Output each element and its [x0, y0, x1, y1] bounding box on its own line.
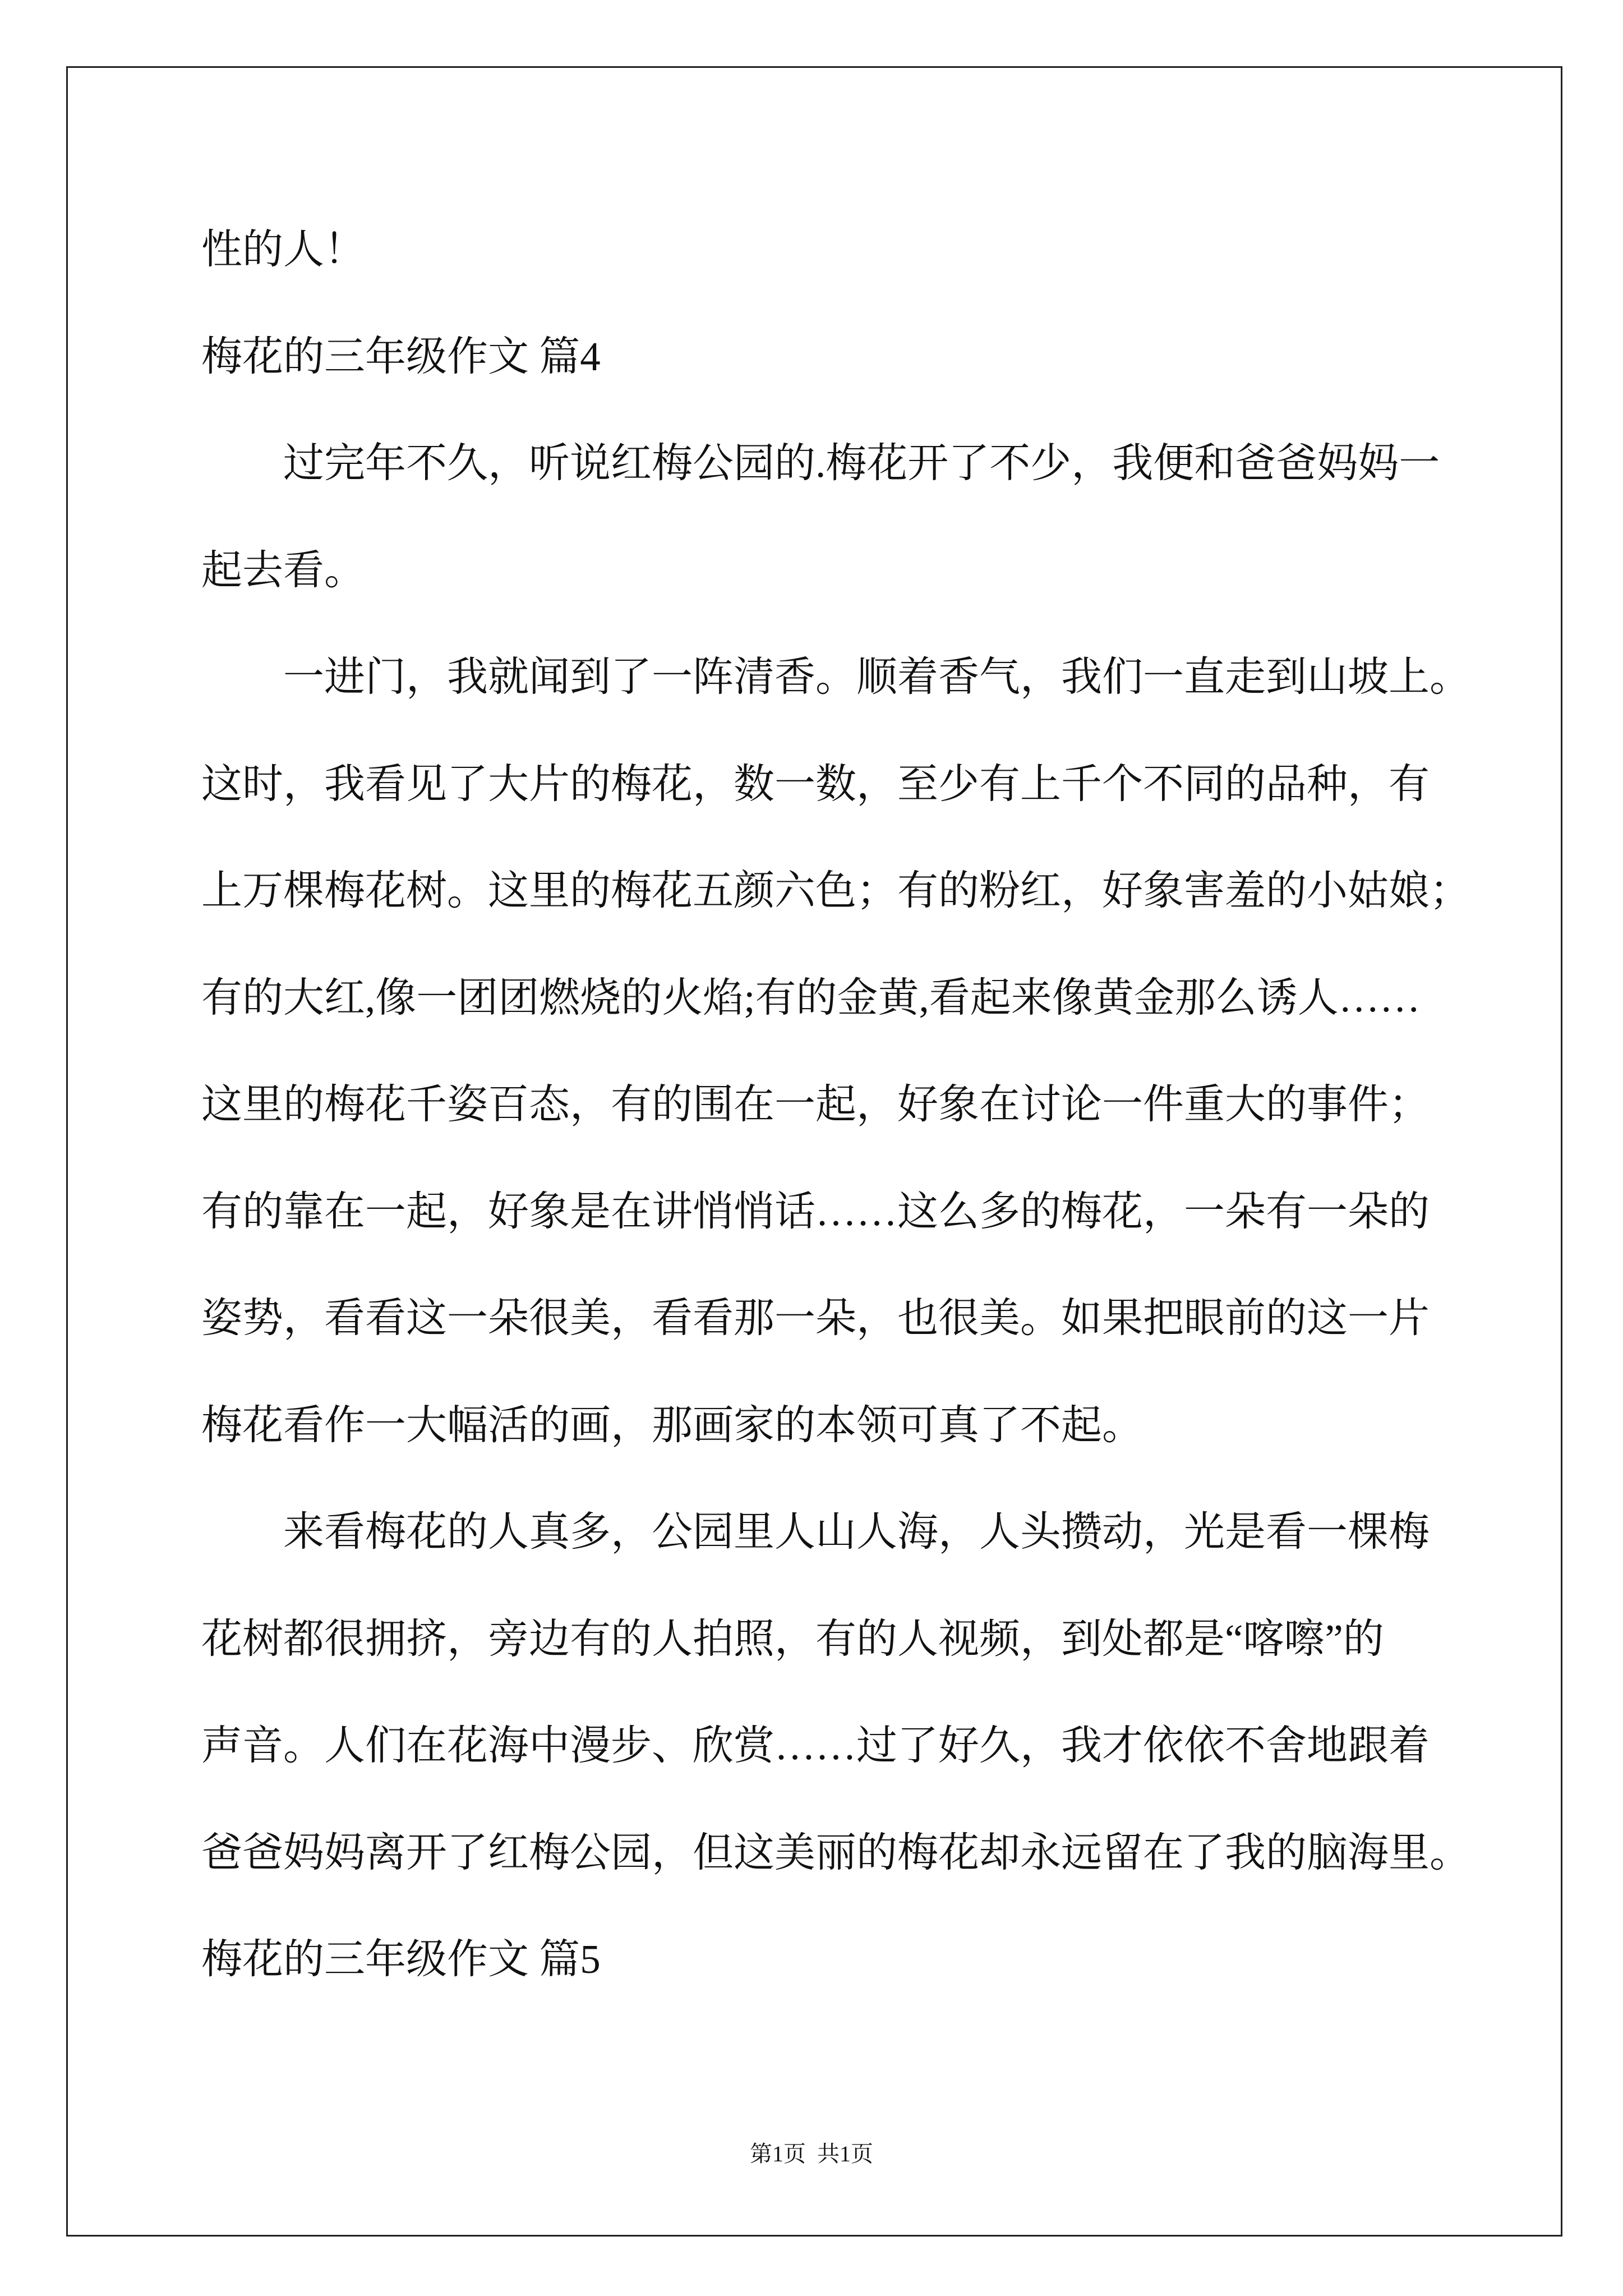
essay-title: 梅花的三年级作文 篇5	[201, 1936, 601, 1982]
paragraph-line: 有的大红,像一团团燃烧的火焰;有的金黄,看起来像黄金那么诱人……	[201, 974, 1421, 1020]
paragraph-line: 来看梅花的人真多，公园里人山人海，人头攒动，光是看一棵梅	[283, 1509, 1430, 1554]
paragraph-line: 上万棵梅花树。这里的梅花五颜六色；有的粉红，好象害羞的小姑娘；	[201, 868, 1470, 913]
paragraph-line: 梅花看作一大幅活的画，那画家的本领可真了不起。	[201, 1402, 1143, 1448]
paragraph-line: 这里的梅花千姿百态，有的围在一起，好象在讨论一件重大的事件；	[201, 1082, 1430, 1127]
paragraph-line: 一进门，我就闻到了一阵清香。顺着香气，我们一直走到山坡上。	[283, 654, 1470, 700]
essay-4	[201, 303, 1547, 1907]
paragraph-line: 声音。人们在花海中漫步、欣赏……过了好久，我才依依不舍地跟着	[201, 1723, 1430, 1768]
paragraph-line: 这时，我看见了大片的梅花，数一数，至少有上千个不同的品种，有	[201, 761, 1430, 807]
paragraph	[201, 410, 1547, 624]
paragraph-line: 有的靠在一起，好象是在讲悄悄话……这么多的梅花，一朵有一朵的	[201, 1188, 1430, 1234]
essay-title: 梅花的三年级作文 篇4	[201, 333, 601, 379]
paragraph-line: 姿势，看看这一朵很美，看看那一朵，也很美。如果把眼前的这一片	[201, 1295, 1430, 1341]
paragraph-line: 爸爸妈妈离开了红梅公园，但这美丽的梅花却永远留在了我的脑海里。	[201, 1829, 1470, 1875]
paragraph	[201, 624, 1547, 1479]
document-body	[201, 196, 1547, 2013]
paragraph-line: 起去看。	[201, 547, 365, 593]
paragraph-line: 花树都很拥挤，旁边有的人拍照，有的人视频，到处都是“喀嚓”的	[201, 1616, 1384, 1662]
page-number: 第1页 共1页	[750, 2141, 873, 2166]
paragraph-line: 过完年不久，听说红梅公园的.梅花开了不少，我便和爸爸妈妈一	[283, 440, 1440, 486]
paragraph	[201, 1479, 1547, 1906]
carryover-text: 性的人！	[201, 227, 365, 272]
essay-5	[201, 1906, 1547, 2013]
